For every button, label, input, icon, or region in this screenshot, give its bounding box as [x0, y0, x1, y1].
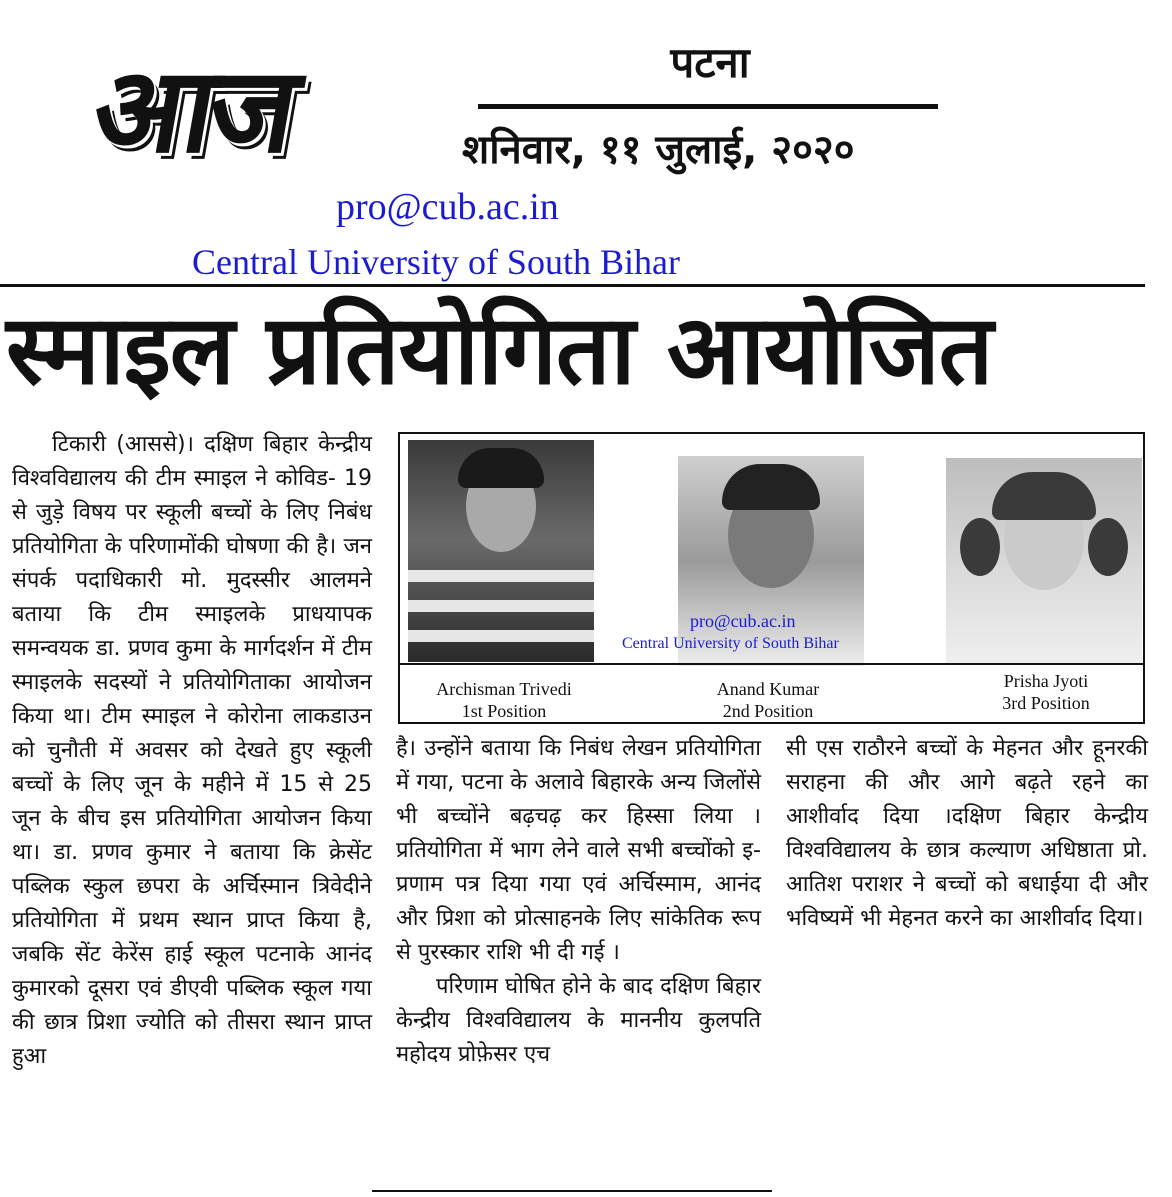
photo-archisman-trivedi [408, 440, 594, 662]
caption-second [668, 678, 868, 722]
edition-city: पटना [670, 38, 750, 87]
photo-prisha-jyoti [946, 458, 1142, 664]
newspaper-logo: आज [82, 41, 304, 179]
article-column-1 [12, 428, 372, 1074]
watermark-email: pro@cub.ac.in [336, 186, 559, 228]
winners-photo-panel [398, 432, 1145, 724]
caption-divider [400, 663, 1143, 665]
article-column-2 [396, 732, 761, 1072]
caption-name: Archisman Trivedi [436, 679, 572, 699]
photo-watermark-email: pro@cub.ac.in [690, 611, 796, 631]
bottom-divider [372, 1190, 772, 1192]
caption-third [946, 670, 1146, 714]
article-paragraph: परिणाम घोषित होने के बाद दक्षिण बिहार केन्द्रीय विश्वविद्यालय के माननीय कुलपति महोदय प्रोफ़ेसर एच [396, 974, 761, 1067]
article-paragraph: है। उन्होंने बताया कि निबंध लेखन प्रतियोगिता में गया, पटना के अलावे बिहारके अन्य जिलोंसे भी बच्चोंने बढ़चढ़ कर हिस्सा लिया । प्रतियोगिता में भाग लेने वाले सभी बच्चोंको इ-प्रणाम पत्र दिया गया एवं अर्चिस्माम, आनंद और प्रिशा को प्रोत्साहनके लिए सांकेतिक रूप से पुरस्कार राशि भी दी गई । [396, 736, 761, 965]
article-headline: स्माइल प्रतियोगिता आयोजित [6, 294, 993, 406]
caption-position: 1st Position [461, 701, 547, 721]
caption-position: 3rd Position [1002, 693, 1090, 713]
article-paragraph: टिकारी (आससे)। दक्षिण बिहार केन्द्रीय विश्वविद्यालय की टीम स्माइल ने कोविड- 19 से जुड़े विषय पर स्कूली बच्चों के लिए निबंध प्रतियोगिता के परिणामोंकी घोषणा की है। जन संपर्क पदाधिकारी मो. मुदस्सीर आलमने बताया कि टीम स्माइलके प्राधयापक समन्वयक डा. प्रणव कुमा के मार्गदर्शन में टीम स्माइलके सदस्यों ने प्रतियोगिताका आयोजन किया था। टीम स्माइल ने कोरोना लाकडाउन को चुनौती में अवसर को देखते हुए स्कूली बच्चों के लिए जून के महीने में 15 से 25 जून के बीच इस प्रतियोगिता आयोजन किया था। डा. प्रणव कुमार ने बताया कि क्रेसेंट पब्लिक स्कुल छपरा के अर्चिस्मान त्रिवेदीने प्रतियोगिता में प्रथम स्थान प्राप्त किया है, जबकि सेंट केरेंस हाई स्कूल पटनाके आनंद कुमारको दूसरा एवं डीएवी पब्लिक स्कूल गया की छात्र प्रिशा ज्योति को तीसरा स्थान प्राप्त हुआ [12, 432, 372, 1069]
article-column-3 [786, 732, 1148, 936]
article-paragraph: सी एस राठौरने बच्चों के मेहनत और हूनरकी सराहना की और आगे बढ़ते रहने का आशीर्वाद दिया ।दक्षिण बिहार केन्द्रीय विश्वविद्यालय के छात्र कल्याण अधिष्ठाता प्रो. आतिश पराशर ने बच्चों को बधाईया दी और भविष्यमें भी मेहनत करने का आशीर्वाद दिया। [786, 736, 1148, 931]
watermark-university: Central University of South Bihar [192, 242, 680, 282]
caption-name: Anand Kumar [716, 679, 820, 699]
caption-name: Prisha Jyoti [1003, 671, 1089, 691]
edition-date: शनिवार, ११ जुलाई, २०२० [462, 127, 855, 173]
city-divider [478, 104, 938, 109]
photo-watermark-university: Central University of South Bihar [622, 635, 839, 652]
caption-position: 2nd Position [722, 701, 814, 721]
masthead-divider [0, 284, 1145, 287]
caption-first [404, 678, 604, 722]
